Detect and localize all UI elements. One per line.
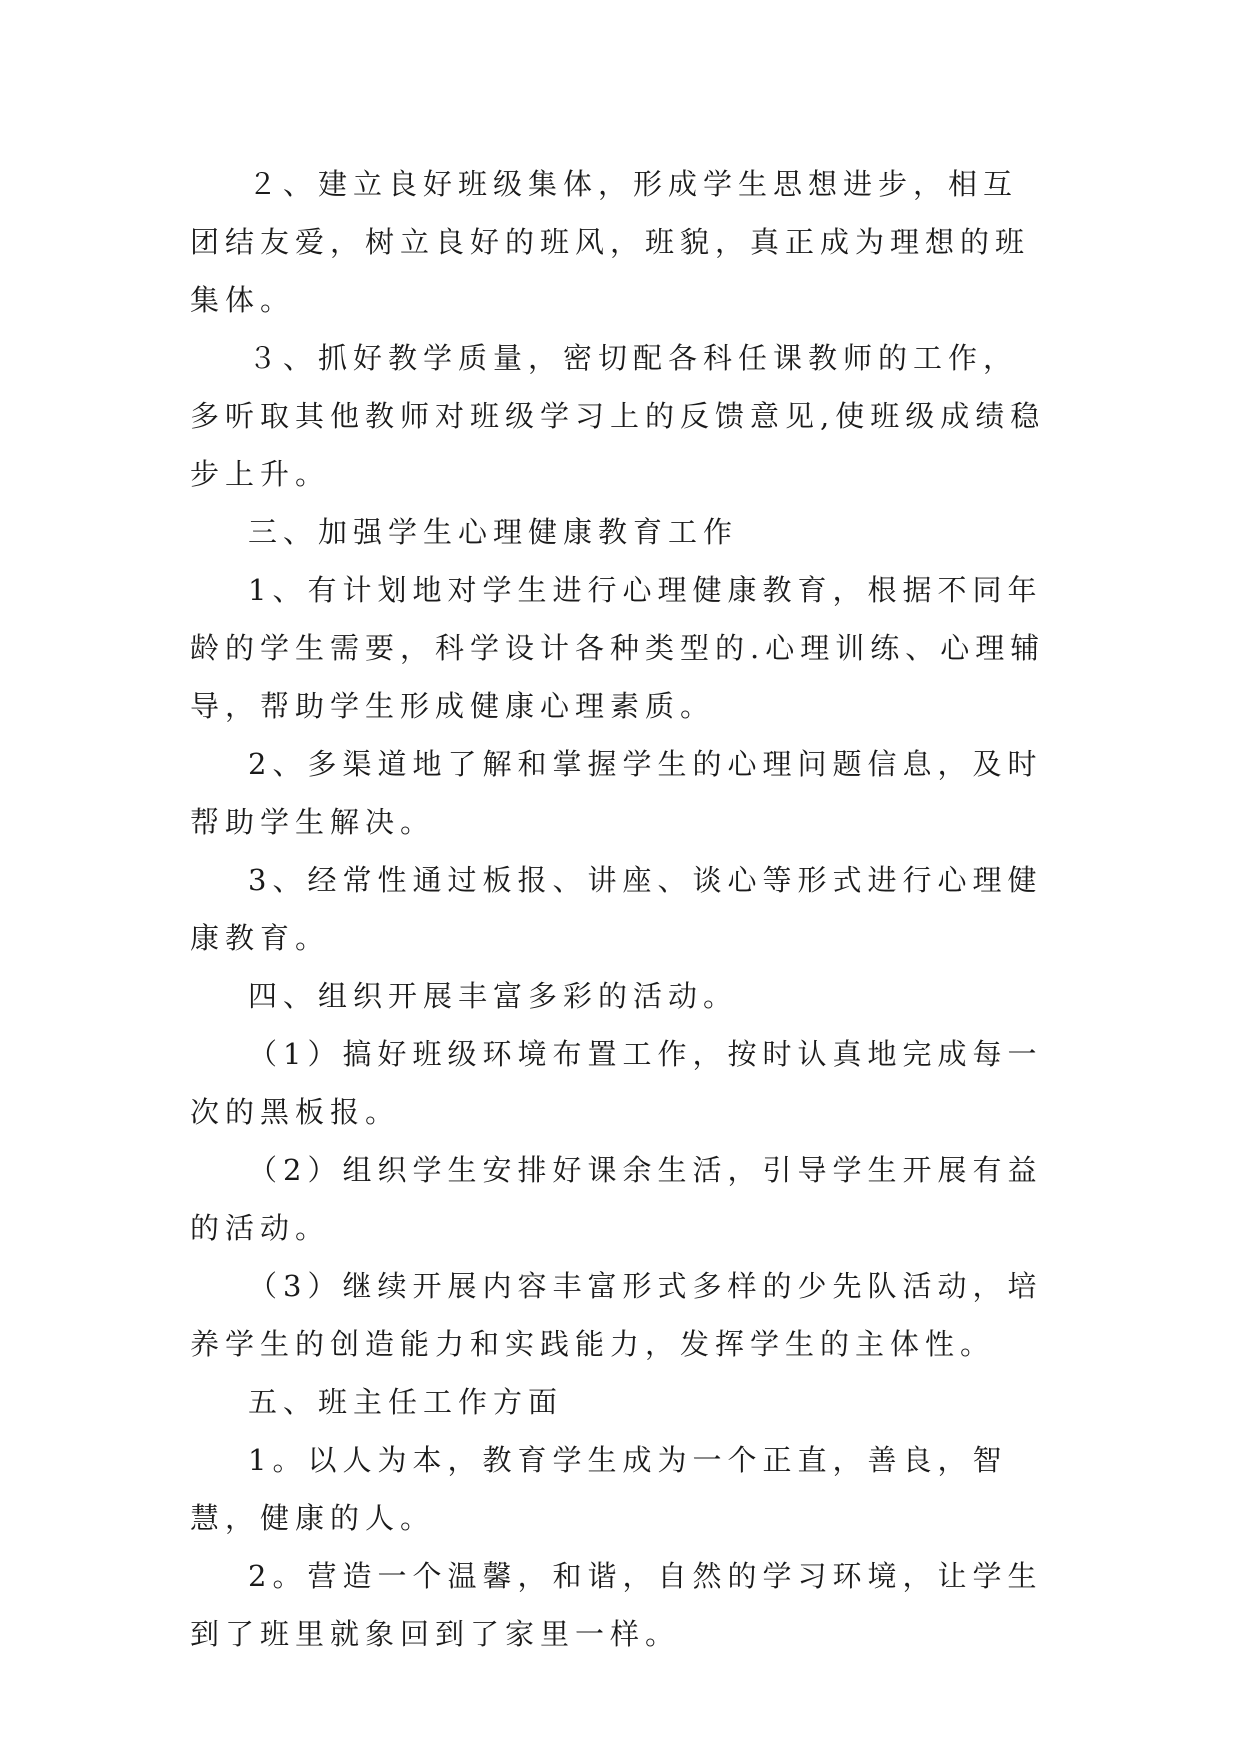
section-heading: 三、加强学生心理健康教育工作 xyxy=(248,515,739,549)
paragraph: 2、多渠道地了解和掌握学生的心理问题信息，及时帮助学生解决。 xyxy=(190,747,1043,839)
paragraph: 3、经常性通过板报、讲座、谈心等形式进行心理健康教育。 xyxy=(190,863,1043,955)
paragraph: （2）组织学生安排好课余生活，引导学生开展有益的活动。 xyxy=(190,1153,1043,1245)
paragraph: 1、有计划地对学生进行心理健康教育，根据不同年龄的学生需要，科学设计各种类型的.心理训练、心理辅导，帮助学生形成健康心理素质。 xyxy=(190,573,1046,723)
section-heading: 四、组织开展丰富多彩的活动。 xyxy=(248,979,739,1013)
paragraph: 1。以人为本，教育学生成为一个正直，善良，智慧，健康的人。 xyxy=(190,1443,1008,1535)
paragraph: 2。营造一个温馨，和谐，自然的学习环境，让学生到了班里就象回到了家里一样。 xyxy=(190,1559,1043,1651)
paragraph: ２、建立良好班级集体，形成学生思想进步，相互团结友爱，树立良好的班风，班貌，真正成为理想的班集体。 xyxy=(190,167,1031,317)
paragraph: ３、抓好教学质量，密切配各科任课教师的工作，多听取其他教师对班级学习上的反馈意见,使班级成绩稳步上升。 xyxy=(190,341,1046,491)
section-heading: 五、班主任工作方面 xyxy=(248,1385,564,1419)
paragraph: （1）搞好班级环境布置工作，按时认真地完成每一次的黑板报。 xyxy=(190,1037,1043,1129)
document-page xyxy=(190,155,1050,1663)
paragraph: （3）继续开展内容丰富形式多样的少先队活动，培养学生的创造能力和实践能力，发挥学生的主体性。 xyxy=(190,1269,1043,1361)
